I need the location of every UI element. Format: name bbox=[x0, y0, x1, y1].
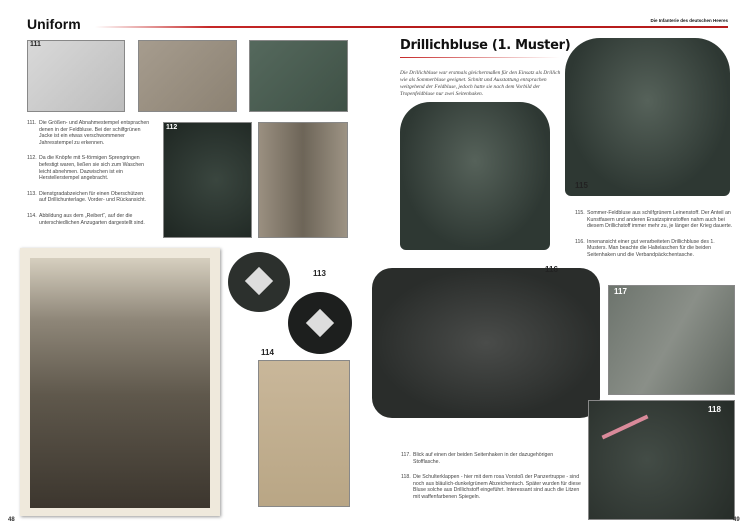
header-rule-right bbox=[380, 26, 728, 28]
rank-patch-front bbox=[228, 252, 290, 312]
title-underline bbox=[400, 57, 560, 58]
page-number-left: 48 bbox=[8, 517, 15, 523]
vintage-photo-soldiers bbox=[30, 258, 210, 508]
page-title: Drillichbluse (1. Muster) bbox=[400, 38, 571, 53]
running-header: Die Infanterie des deutschen Heeres bbox=[650, 18, 728, 23]
caption-113: Dienstgradabzeichen für einen Oberschützen auf Drillichunterlage. Vorder- und Rückansicht. bbox=[39, 190, 146, 204]
photo-shoulder-strap bbox=[588, 400, 735, 520]
caption-number: 112. bbox=[27, 155, 37, 162]
rank-pip-icon bbox=[306, 309, 334, 337]
photo-label-114: 114 bbox=[261, 348, 274, 357]
caption-116: Innenansicht einer gut verarbeiteten Drillichbluse des 1. Musters. Man beachte die Haltelaschen für die beiden Seitenhaken und die Verbandpäckchentasche. bbox=[587, 238, 715, 258]
photo-stamp-green bbox=[249, 40, 348, 112]
photo-label-113: 113 bbox=[313, 269, 326, 278]
photo-label-116: 116 bbox=[545, 265, 558, 274]
photo-label-118: 118 bbox=[708, 405, 721, 414]
caption-number: 111. bbox=[27, 120, 37, 126]
caption-112: Da die Knöpfe mit S-förmigen Sprengringen befestigt waren, ließen sie sich zum Waschen leicht abnehmen. Dazwischen ist ein Herstellerstempel angebracht. bbox=[39, 155, 145, 182]
photo-stamp-beige bbox=[138, 40, 237, 112]
caption-118: Die Schulterklappen - hier mit dem rosa Vorstoß der Panzertruppe - sind noch aus bläulich-dunkelgrünem Abzeichentuch. Später wurden für diese Bluse solche aus Drillichstoff eingeführt. Interessant sind auch die Litzen mit waffenfarbenen Spiegeln. bbox=[413, 474, 581, 500]
rank-pip-icon bbox=[245, 267, 273, 295]
caption-number: 118. bbox=[401, 474, 411, 481]
caption-number: 116. bbox=[575, 238, 585, 245]
caption-114: Abbildung aus dem „Reibert“, auf der die unterschiedlichen Anzugarten dargestellt sind. bbox=[39, 212, 145, 226]
section-title: Uniform bbox=[27, 16, 81, 32]
photo-button-inside bbox=[258, 122, 348, 238]
photo-stamp-white bbox=[27, 40, 125, 112]
photo-jacket-back bbox=[400, 102, 550, 250]
photo-label-111: 111 bbox=[30, 41, 41, 48]
intro-text: Die Drillichbluse war erstmals gleichermaßen für den Einsatz als Drillich wie als Sommerbluse geeignet. Schnitt und Ausstattung entsprachen weitgehend der Feldbluse, jedoch hatte sie nach dem Vorbild der Tropenfeldbluse nur zwei Seitenhaken. bbox=[400, 70, 561, 97]
caption-111: Die Größen- und Abnahmestempel entsprachen denen in der Feldbluse. Bei der schilfgrünen Jacke ist ein etwas verschwommener Jahresstempel zu erkennen. bbox=[39, 120, 150, 146]
rank-patch-back bbox=[288, 292, 352, 354]
caption-117: Blick auf einen der beiden Seitenhaken in der dazugehörigen Stofflasche. bbox=[413, 452, 554, 465]
caption-number: 114. bbox=[27, 212, 37, 219]
photo-label-115: 115 bbox=[575, 181, 588, 190]
right-captions-top bbox=[575, 210, 735, 268]
photo-label-117: 117 bbox=[614, 287, 627, 296]
vintage-photo-frame bbox=[20, 248, 220, 516]
photo-jacket-front bbox=[565, 38, 730, 196]
right-captions-bottom bbox=[401, 452, 581, 510]
header-rule bbox=[95, 26, 380, 28]
caption-number: 115. bbox=[575, 210, 585, 216]
caption-115: Sommer-Feldbluse aus schilfgrünem Leinenstoff. Der Anteil an Kunstfasern und anderen Ersatzspinnstoffen nahm auch bei diesem Drillichstoff immer mehr zu, je länger der Krieg dauerte. bbox=[587, 210, 733, 230]
caption-number: 113. bbox=[27, 190, 37, 197]
photo-jacket-inside bbox=[372, 268, 600, 418]
caption-number: 117. bbox=[401, 452, 411, 458]
photo-label-112: 112 bbox=[166, 124, 178, 131]
reibert-book-page bbox=[258, 360, 350, 507]
photo-buttons bbox=[163, 122, 252, 238]
page-number-right: 49 bbox=[733, 517, 740, 523]
photo-side-hook bbox=[608, 285, 735, 395]
left-captions bbox=[27, 120, 151, 235]
